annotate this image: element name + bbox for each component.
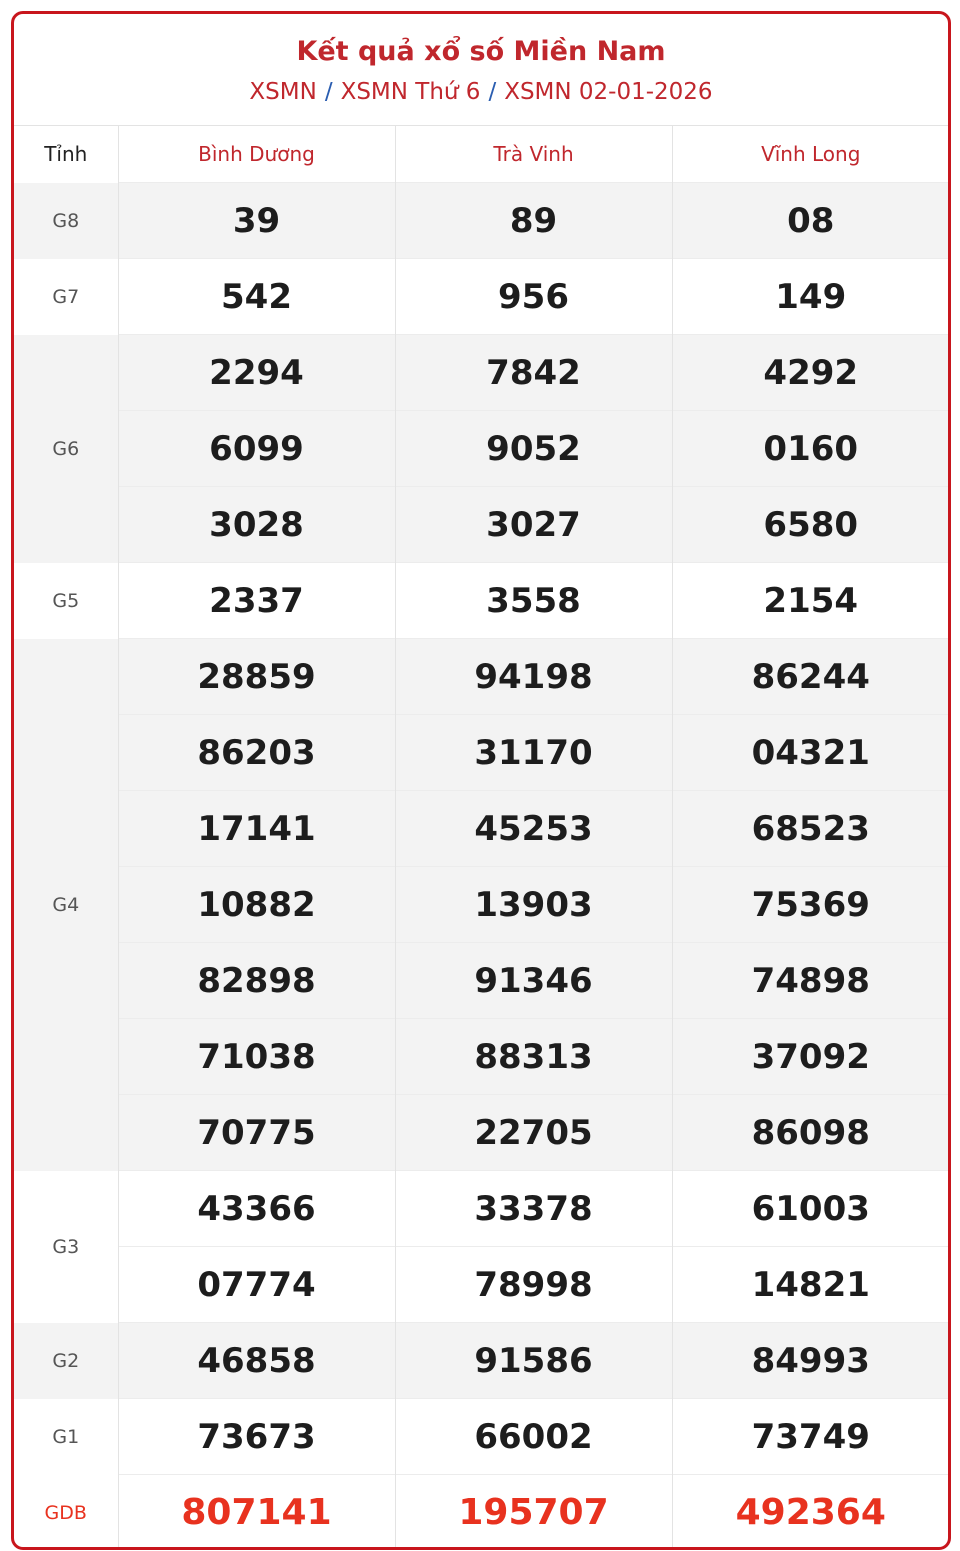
prize-number: 73673 [118,1399,395,1475]
prize-number: 37092 [672,1019,949,1095]
prize-number: 78998 [395,1247,672,1323]
prize-number: 492364 [672,1475,949,1551]
prize-number: 45253 [395,791,672,867]
prize-number: 43366 [118,1171,395,1247]
prize-number: 04321 [672,715,949,791]
province-tra-vinh[interactable]: Trà Vinh [395,126,672,183]
prize-row [14,335,949,411]
page-title: Kết quả xổ số Miền Nam [296,36,666,67]
breadcrumb-xsmn-thu6[interactable]: XSMN Thứ 6 [340,79,481,105]
prize-number: 195707 [395,1475,672,1551]
prize-number: 07774 [118,1247,395,1323]
table-header-row [14,126,949,183]
prize-number: 4292 [672,335,949,411]
prize-number: 88313 [395,1019,672,1095]
prize-label: G1 [14,1399,118,1475]
prize-row [14,639,949,715]
prize-row [14,791,949,867]
prize-number: 84993 [672,1323,949,1399]
prize-number: 75369 [672,867,949,943]
prize-label: G3 [14,1171,118,1323]
prize-row [14,1247,949,1323]
prize-number: 14821 [672,1247,949,1323]
prize-number: 89 [395,183,672,259]
prize-number: 17141 [118,791,395,867]
results-card [11,11,951,1550]
prize-number: 91586 [395,1323,672,1399]
prize-number: 71038 [118,1019,395,1095]
breadcrumb-separator: / [488,79,497,105]
prize-number: 61003 [672,1171,949,1247]
prize-label: G2 [14,1323,118,1399]
prize-number: 2337 [118,563,395,639]
prize-number: 86203 [118,715,395,791]
results-table [14,125,949,1550]
breadcrumb-separator: / [324,79,333,105]
prize-number: 82898 [118,943,395,1019]
prize-number: 33378 [395,1171,672,1247]
prize-number: 46858 [118,1323,395,1399]
results-body [14,183,949,1551]
prize-number: 28859 [118,639,395,715]
prize-number: 6099 [118,411,395,487]
breadcrumb [14,77,948,107]
prize-number: 2294 [118,335,395,411]
prize-number: 73749 [672,1399,949,1475]
prize-label: GDB [14,1475,118,1551]
prize-label: G7 [14,259,118,335]
prize-number: 86098 [672,1095,949,1171]
prize-row [14,715,949,791]
results-header [14,14,948,125]
prize-row [14,1171,949,1247]
province-vinh-long[interactable]: Vĩnh Long [672,126,949,183]
prize-row [14,563,949,639]
prize-number: 3558 [395,563,672,639]
breadcrumb-xsmn[interactable]: XSMN [249,79,317,105]
prize-number: 0160 [672,411,949,487]
prize-number: 149 [672,259,949,335]
prize-row [14,1475,949,1551]
breadcrumb-xsmn-date[interactable]: XSMN 02-01-2026 [504,79,713,105]
prize-number: 13903 [395,867,672,943]
prize-label: G5 [14,563,118,639]
prize-number: 91346 [395,943,672,1019]
prize-row [14,1323,949,1399]
prize-number: 956 [395,259,672,335]
prize-number: 31170 [395,715,672,791]
prize-number: 6580 [672,487,949,563]
prize-label: G4 [14,639,118,1171]
prize-number: 542 [118,259,395,335]
prize-number: 7842 [395,335,672,411]
prize-number: 2154 [672,563,949,639]
prize-label: G8 [14,183,118,259]
prize-row [14,487,949,563]
prize-row [14,1019,949,1095]
prize-number: 39 [118,183,395,259]
prize-row [14,259,949,335]
prize-number: 807141 [118,1475,395,1551]
prize-row [14,183,949,259]
prize-number: 22705 [395,1095,672,1171]
prize-number: 74898 [672,943,949,1019]
prize-row [14,1095,949,1171]
prize-row [14,411,949,487]
prize-row [14,943,949,1019]
prize-label: G6 [14,335,118,563]
prize-number: 70775 [118,1095,395,1171]
prize-number: 94198 [395,639,672,715]
prize-number: 9052 [395,411,672,487]
prize-number: 66002 [395,1399,672,1475]
province-column-label: Tỉnh [14,126,118,183]
prize-number: 86244 [672,639,949,715]
prize-number: 3027 [395,487,672,563]
prize-number: 3028 [118,487,395,563]
province-binh-duong[interactable]: Bình Dương [118,126,395,183]
prize-number: 08 [672,183,949,259]
prize-number: 68523 [672,791,949,867]
prize-row [14,1399,949,1475]
prize-number: 10882 [118,867,395,943]
prize-row [14,867,949,943]
